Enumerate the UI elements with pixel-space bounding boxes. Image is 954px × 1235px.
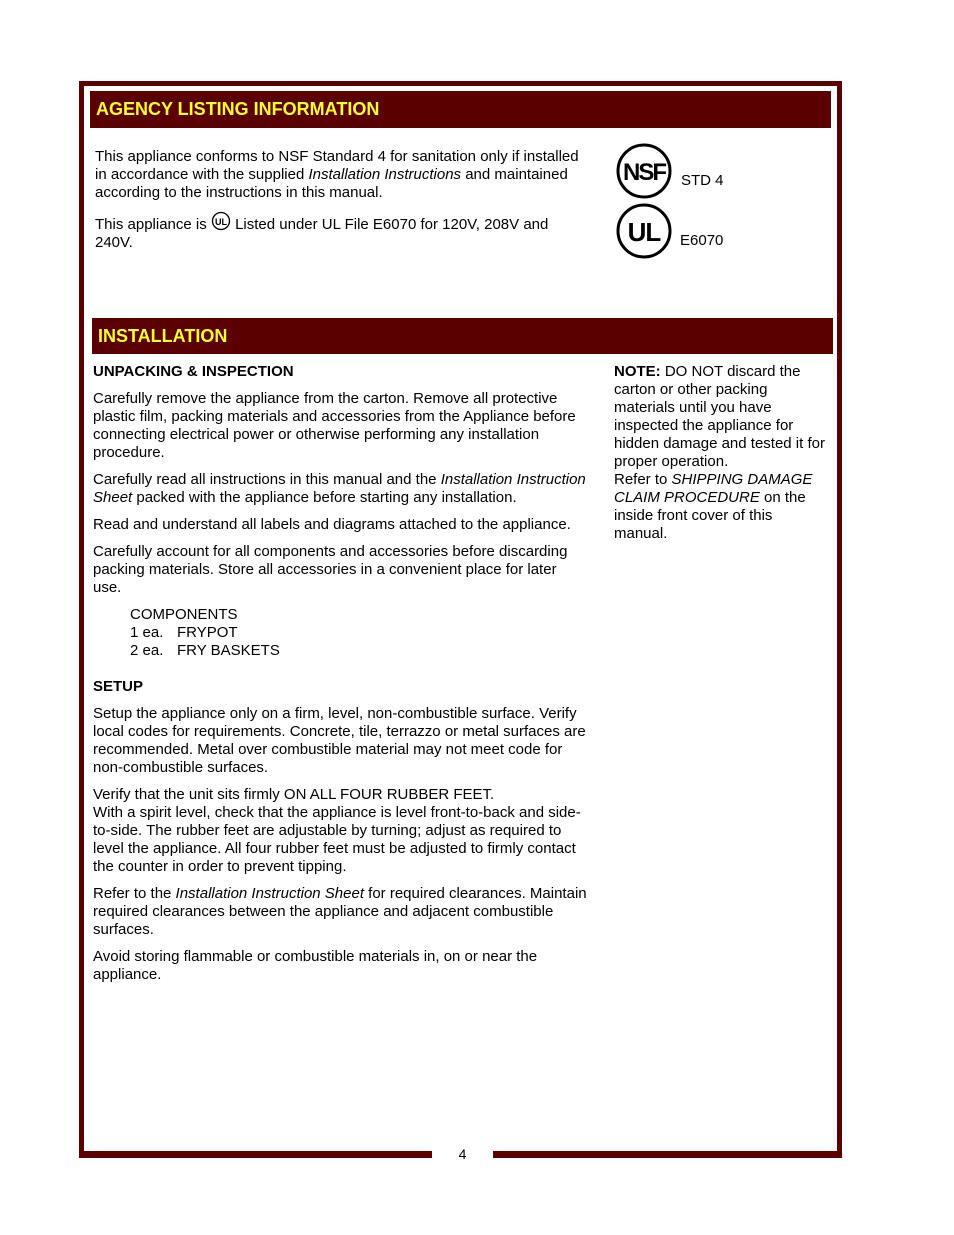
installation-main-column [93,363,588,993]
setup-paragraph-2: Verify that the unit sits firmly ON ALL FOUR RUBBER FEET. With a spirit level, check that the appliance is level front-to-back and side-to-side. The rubber feet are adjustable by turning; adjust as required to level the appliance. All four rubber feet must be adjusted to firmly contact the counter in order to prevent tipping. [93,786,581,875]
ul-small-icon [211,211,231,231]
unpacking-paragraph-1: Carefully remove the appliance from the carton. Remove all protective plastic film, packing materials and accessories from the Appliance before connecting electrical power or otherwise performing any installation procedure. [93,390,576,461]
component-item: 1 ea. FRYPOT [130,624,238,641]
svg-text:UL: UL [214,217,227,227]
agency-text [95,148,585,261]
frame-bottom-right-rule [493,1151,842,1158]
installation-note [614,363,826,543]
note-text: NOTE: DO NOT discard the carton or other packing materials until you have inspected the appliance for hidden damage and tested it for proper operation. Refer to SHIPPING DAMAGE CLAIM PROCEDURE on the inside front cover of this manual. [614,363,825,542]
unpacking-paragraph-3: Read and understand all labels and diagrams attached to the appliance. [93,516,571,533]
ul-logo-icon [616,203,672,259]
agency-listing-heading: AGENCY LISTING INFORMATION [90,91,831,128]
ul-logo [616,203,672,264]
setup-heading: SETUP [93,678,144,695]
svg-text:NSF: NSF [623,159,665,186]
ul-file-label: E6070 [680,232,724,249]
setup-paragraph-3: Refer to the Installation Instruction Sheet for required clearances. Maintain required clearances between the appliance and adjacent combustible surfaces. [93,885,587,938]
unpacking-paragraph-4: Carefully account for all components and accessories before discarding packing materials. Store all accessories in a convenient place for later use. [93,543,568,596]
setup-paragraph-4: Avoid storing flammable or combustible materials in, on or near the appliance. [93,948,538,983]
unpacking-paragraph-2: Carefully read all instructions in this manual and the Installation Instruction Sheet packed with the appliance before starting any installation. [93,471,586,506]
svg-text:UL: UL [627,217,661,247]
components-heading: COMPONENTS [130,606,238,623]
nsf-logo-icon [616,143,672,199]
installation-heading: INSTALLATION [92,318,833,354]
setup-paragraph-1: Setup the appliance only on a firm, level, non-combustible surface. Verify local codes for requirements. Concrete, tile, terrazzo or metal surfaces are recommended. Metal over combustible material may not meet code for non-combustible surfaces. [93,705,586,776]
components-list [130,606,588,660]
ul-listing-paragraph: This appliance is UL Listed under UL File E6070 for 120V, 208V and 240V. [95,211,585,252]
unpacking-heading: UNPACKING & INSPECTION [93,363,294,380]
nsf-conformance-paragraph: This appliance conforms to NSF Standard 4 for sanitation only if installed in accordance with the supplied Installation Instructions and maintained according to the instructions in this manual. [95,148,579,201]
component-item: 2 ea. FRY BASKETS [130,642,280,659]
page-number: 4 [458,1146,467,1162]
nsf-logo [616,143,672,204]
nsf-standard-label: STD 4 [681,172,724,189]
frame-bottom-left-rule [79,1151,432,1158]
